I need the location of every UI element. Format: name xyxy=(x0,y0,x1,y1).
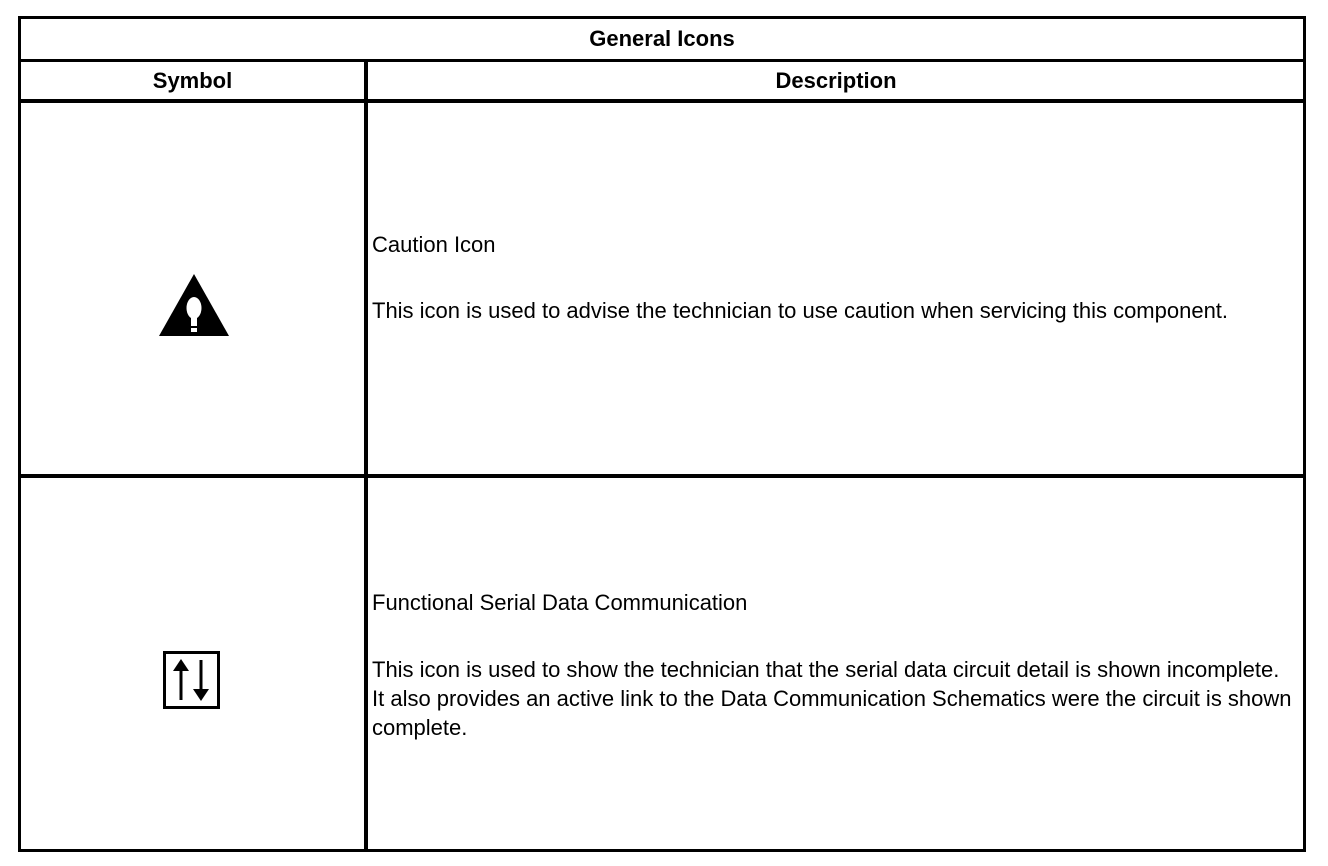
table-header-row xyxy=(21,62,1303,103)
table-row xyxy=(21,478,1303,849)
caution-icon xyxy=(158,273,230,337)
table-row xyxy=(21,103,1303,478)
description-title: Caution Icon xyxy=(372,232,496,257)
serial-data-arrows-icon[interactable] xyxy=(163,651,220,709)
description-cell xyxy=(372,478,1302,849)
header-symbol: Symbol xyxy=(152,67,233,93)
description-body: This icon is used to show the technician that the serial data circuit detail is shown incomplete. It also provides an active link to the Data Communication Schematics were the circuit is shown complete. xyxy=(372,657,1292,740)
header-description: Description xyxy=(775,67,897,93)
table-title: General Icons xyxy=(21,19,1303,62)
symbol-cell xyxy=(21,478,364,849)
description-body: This icon is used to advise the technician to use caution when servicing this component. xyxy=(372,298,1229,323)
symbol-cell xyxy=(21,103,364,474)
general-icons-table xyxy=(18,16,1306,852)
description-title: Functional Serial Data Communication xyxy=(372,590,748,615)
description-cell xyxy=(372,103,1302,474)
